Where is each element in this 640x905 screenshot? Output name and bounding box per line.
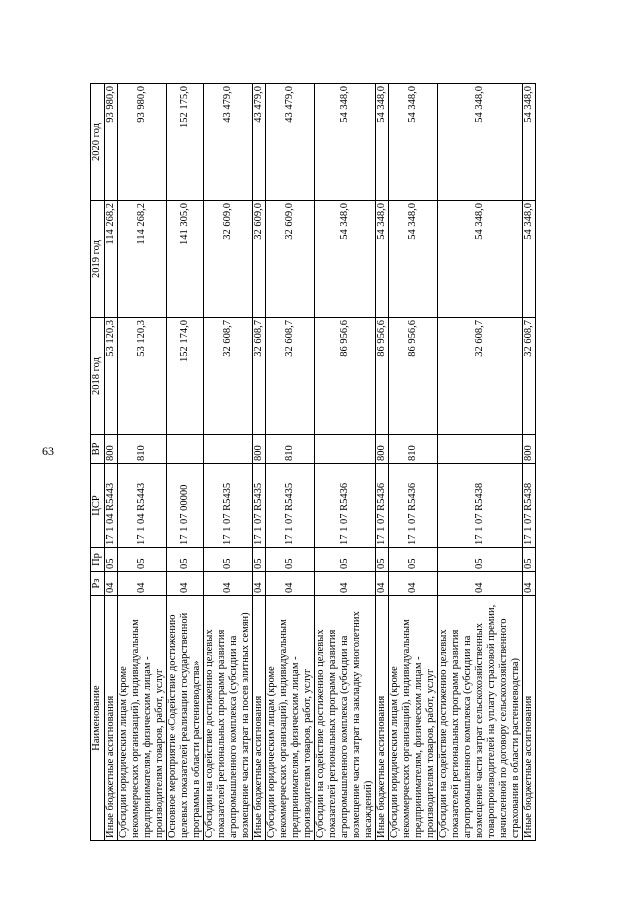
row-rz: 04 xyxy=(389,572,438,596)
row-2019: 54 348,0 xyxy=(438,201,523,318)
row-2018: 152 174,0 xyxy=(167,318,204,435)
header-pr: Пр xyxy=(91,548,105,572)
table-row xyxy=(389,84,438,841)
row-2019: 54 348,0 xyxy=(315,201,376,318)
row-csr: 17 1 07 R5436 xyxy=(376,464,389,548)
table-row xyxy=(204,84,253,841)
row-rz: 04 xyxy=(167,572,204,596)
row-rz: 04 xyxy=(118,572,167,596)
row-pr: 05 xyxy=(523,548,536,572)
row-vr xyxy=(438,435,523,464)
row-pr: 05 xyxy=(105,548,118,572)
row-csr: 17 1 07 R5435 xyxy=(253,464,266,548)
row-2018: 32 608,7 xyxy=(253,318,266,435)
row-2020: 54 348,0 xyxy=(438,84,523,201)
row-2018: 86 956,6 xyxy=(376,318,389,435)
table-row xyxy=(438,84,523,841)
row-rz: 04 xyxy=(266,572,315,596)
budget-table xyxy=(90,83,536,841)
row-vr xyxy=(315,435,376,464)
row-name: Субсидии юридическим лицам (кроме некоммерческих организаций), индивидуальным предпринимателям, физическим лицам - производителям товаров, работ, услуг xyxy=(389,596,438,841)
rotated-page xyxy=(90,84,545,841)
row-2019: 54 348,0 xyxy=(523,201,536,318)
header-csr: ЦСР xyxy=(91,464,105,548)
row-2020: 43 479,0 xyxy=(266,84,315,201)
table-row xyxy=(105,84,118,841)
row-name: Иные бюджетные ассигнования xyxy=(523,596,536,841)
row-2019: 32 609,0 xyxy=(204,201,253,318)
row-2018: 53 120,3 xyxy=(105,318,118,435)
row-csr: 17 1 07 R5435 xyxy=(266,464,315,548)
row-name: Субсидии на содействие достижению целевых показателей региональных программ развития агропромышленного комплекса (субсидии на возмещение части затрат сельскохозяйственных товаропроизводителей на уплату страховой премии, начисленной по договору сельскохозяйственного страхования в области растениеводства) xyxy=(438,596,523,841)
row-name: Субсидии юридическим лицам (кроме некоммерческих организаций), индивидуальным предпринимателям, физическим лицам - производителям товаров, работ, услуг xyxy=(266,596,315,841)
table-row xyxy=(523,84,536,841)
row-2018: 86 956,6 xyxy=(315,318,376,435)
table-row xyxy=(376,84,389,841)
row-2020: 93 980,0 xyxy=(118,84,167,201)
row-2020: 93 980,0 xyxy=(105,84,118,201)
row-2018: 32 608,7 xyxy=(438,318,523,435)
row-2020: 43 479,0 xyxy=(253,84,266,201)
row-name: Иные бюджетные ассигнования xyxy=(105,596,118,841)
table-row xyxy=(253,84,266,841)
row-2018: 32 608,7 xyxy=(266,318,315,435)
row-2020: 43 479,0 xyxy=(204,84,253,201)
row-vr: 800 xyxy=(376,435,389,464)
header-2019: 2019 год xyxy=(91,201,105,318)
row-pr: 05 xyxy=(266,548,315,572)
row-name: Иные бюджетные ассигнования xyxy=(376,596,389,841)
row-2020: 54 348,0 xyxy=(389,84,438,201)
row-2019: 54 348,0 xyxy=(389,201,438,318)
row-2018: 32 608,7 xyxy=(204,318,253,435)
row-rz: 04 xyxy=(105,572,118,596)
row-2020: 54 348,0 xyxy=(523,84,536,201)
row-csr: 17 1 07 R5438 xyxy=(438,464,523,548)
row-pr: 05 xyxy=(118,548,167,572)
header-2018: 2018 год xyxy=(91,318,105,435)
row-rz: 04 xyxy=(376,572,389,596)
row-csr: 17 1 07 R5436 xyxy=(315,464,376,548)
row-vr: 800 xyxy=(105,435,118,464)
row-vr: 810 xyxy=(389,435,438,464)
header-row xyxy=(91,84,105,841)
row-name: Субсидии юридическим лицам (кроме некоммерческих организаций), индивидуальным предпринимателям, физическим лицам - производителям товаров, работ, услуг xyxy=(118,596,167,841)
row-pr: 05 xyxy=(389,548,438,572)
row-2018: 86 956,6 xyxy=(389,318,438,435)
row-2019: 32 609,0 xyxy=(266,201,315,318)
row-vr: 800 xyxy=(523,435,536,464)
table-row xyxy=(266,84,315,841)
row-2018: 53 120,3 xyxy=(118,318,167,435)
table-row xyxy=(315,84,376,841)
row-rz: 04 xyxy=(204,572,253,596)
header-rz: Рз xyxy=(91,572,105,596)
row-name: Иные бюджетные ассигнования xyxy=(253,596,266,841)
row-pr: 05 xyxy=(438,548,523,572)
row-2020: 54 348,0 xyxy=(315,84,376,201)
row-pr: 05 xyxy=(253,548,266,572)
row-rz: 04 xyxy=(438,572,523,596)
row-2020: 54 348,0 xyxy=(376,84,389,201)
row-2019: 114 268,2 xyxy=(105,201,118,318)
row-csr: 17 1 07 R5435 xyxy=(204,464,253,548)
row-vr: 810 xyxy=(266,435,315,464)
row-csr: 17 1 04 R5443 xyxy=(105,464,118,548)
row-rz: 04 xyxy=(253,572,266,596)
row-vr xyxy=(204,435,253,464)
header-2020: 2020 год xyxy=(91,84,105,201)
row-csr: 17 1 04 R5443 xyxy=(118,464,167,548)
row-vr: 810 xyxy=(118,435,167,464)
row-csr: 17 1 07 R5438 xyxy=(523,464,536,548)
header-name: Наименование xyxy=(91,596,105,841)
row-2018: 32 608,7 xyxy=(523,318,536,435)
row-pr: 05 xyxy=(167,548,204,572)
row-pr: 05 xyxy=(204,548,253,572)
row-2019: 141 305,0 xyxy=(167,201,204,318)
page-number: 63 xyxy=(42,444,54,458)
row-name: Субсидии на содействие достижению целевых показателей региональных программ развития агропромышленного комплекса (субсидии на возмещение части затрат на закладку многолетних насаждений) xyxy=(315,596,376,841)
table-row xyxy=(167,84,204,841)
row-2019: 32 609,0 xyxy=(253,201,266,318)
header-vr: ВР xyxy=(91,435,105,464)
row-rz: 04 xyxy=(523,572,536,596)
row-2019: 54 348,0 xyxy=(376,201,389,318)
row-csr: 17 1 07 00000 xyxy=(167,464,204,548)
row-2019: 114 268,2 xyxy=(118,201,167,318)
row-2020: 152 175,0 xyxy=(167,84,204,201)
row-vr xyxy=(167,435,204,464)
row-pr: 05 xyxy=(315,548,376,572)
row-vr: 800 xyxy=(253,435,266,464)
row-pr: 05 xyxy=(376,548,389,572)
row-name: Основное мероприятие «Содействие достижению целевых показателей реализации государственной программы в области растениеводства» xyxy=(167,596,204,841)
table-row xyxy=(118,84,167,841)
row-rz: 04 xyxy=(315,572,376,596)
row-csr: 17 1 07 R5436 xyxy=(389,464,438,548)
row-name: Субсидии на содействие достижению целевых показателей региональных программ развития агропромышленного комплекса (субсидии на возмещение части затрат на посев элитных семян) xyxy=(204,596,253,841)
